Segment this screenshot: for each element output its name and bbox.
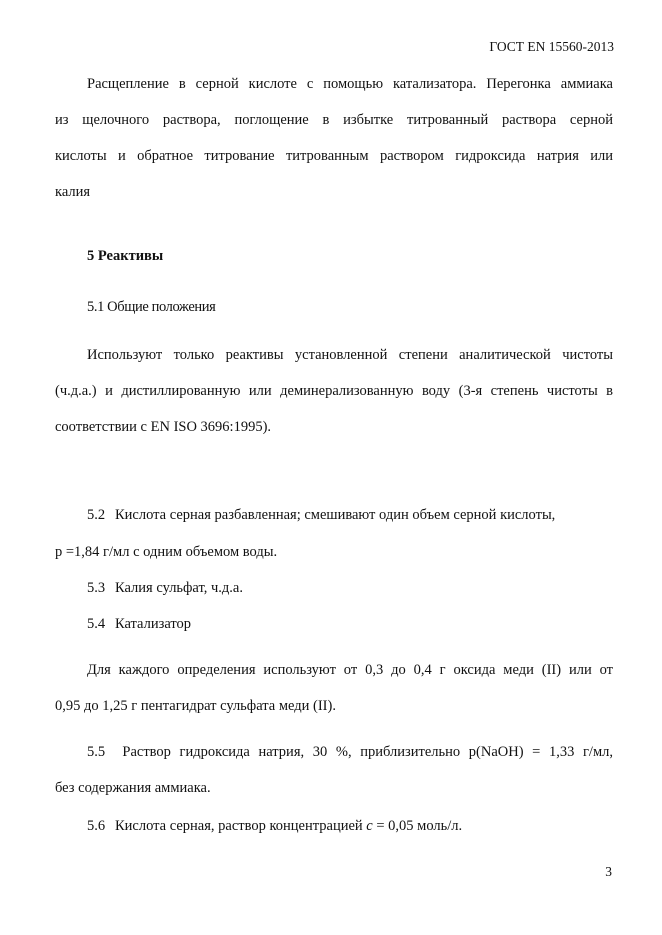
section-5-2-line-1: [87, 506, 555, 524]
section-5-5-number: 5.5: [87, 744, 106, 760]
section-5-5-text: Раствор гидроксида натрия, 30 %, приблизительно р(NaOH) = 1,33 г/мл,: [122, 744, 613, 760]
intro-line-1: Расщепление в серной кислоте с помощью катализатора. Перегонка аммиака: [87, 76, 613, 92]
section-5-2-number: 5.2: [87, 507, 106, 523]
section-5-6-variable: с: [366, 818, 373, 834]
section-5-heading: 5 Реактивы: [87, 248, 164, 264]
section-5-5-line-1: [87, 743, 613, 761]
section-5-1-title: 5.1 Общие положения: [87, 299, 216, 315]
section-5-4-number: 5.4: [87, 616, 106, 632]
document-code-header: ГОСТ EN 15560-2013: [489, 39, 614, 54]
section-5-4-line: [87, 615, 191, 633]
intro-line-2: из щелочного раствора, поглощение в избытке титрованный раствора серной: [55, 112, 613, 128]
intro-line-4: калия: [55, 184, 91, 200]
section-5-4-line-1: Для каждого определения используют от 0,3 до 0,4 г оксида меди (II) или от: [87, 662, 613, 678]
section-5-3-text: Калия сульфат, ч.д.а.: [115, 580, 243, 596]
page-number: 3: [605, 864, 612, 879]
section-5-4-text: Катализатор: [115, 616, 192, 632]
intro-line-3: кислоты и обратное титрование титрованным раствором гидроксида натрия или: [55, 148, 613, 164]
section-5-4-line-2: 0,95 до 1,25 г пентагидрат сульфата меди (II).: [55, 698, 336, 714]
section-5-6-text-before: Кислота серная, раствор концентрацией: [115, 818, 367, 834]
section-5-5-line-2: без содержания аммиака.: [55, 780, 211, 796]
section-5-6-line: [87, 817, 462, 835]
section-5-2-text: Кислота серная разбавленная; смешивают один объем серной кислоты,: [115, 507, 556, 523]
section-5-3-number: 5.3: [87, 580, 106, 596]
section-5-1-line-2: (ч.д.а.) и дистиллированную или деминерализованную воду (3-я степень чистоты в: [55, 383, 613, 399]
section-5-1-line-3: соответствии с EN ISO 3696:1995).: [55, 419, 272, 435]
section-5-1-line-1: Используют только реактивы установленной степени аналитической чистоты: [87, 347, 613, 363]
section-5-6-number: 5.6: [87, 818, 106, 834]
section-5-2-line-2: р =1,84 г/мл с одним объемом воды.: [55, 544, 278, 560]
section-5-6-text-after: = 0,05 моль/л.: [372, 818, 463, 834]
section-5-3-line: [87, 579, 243, 597]
